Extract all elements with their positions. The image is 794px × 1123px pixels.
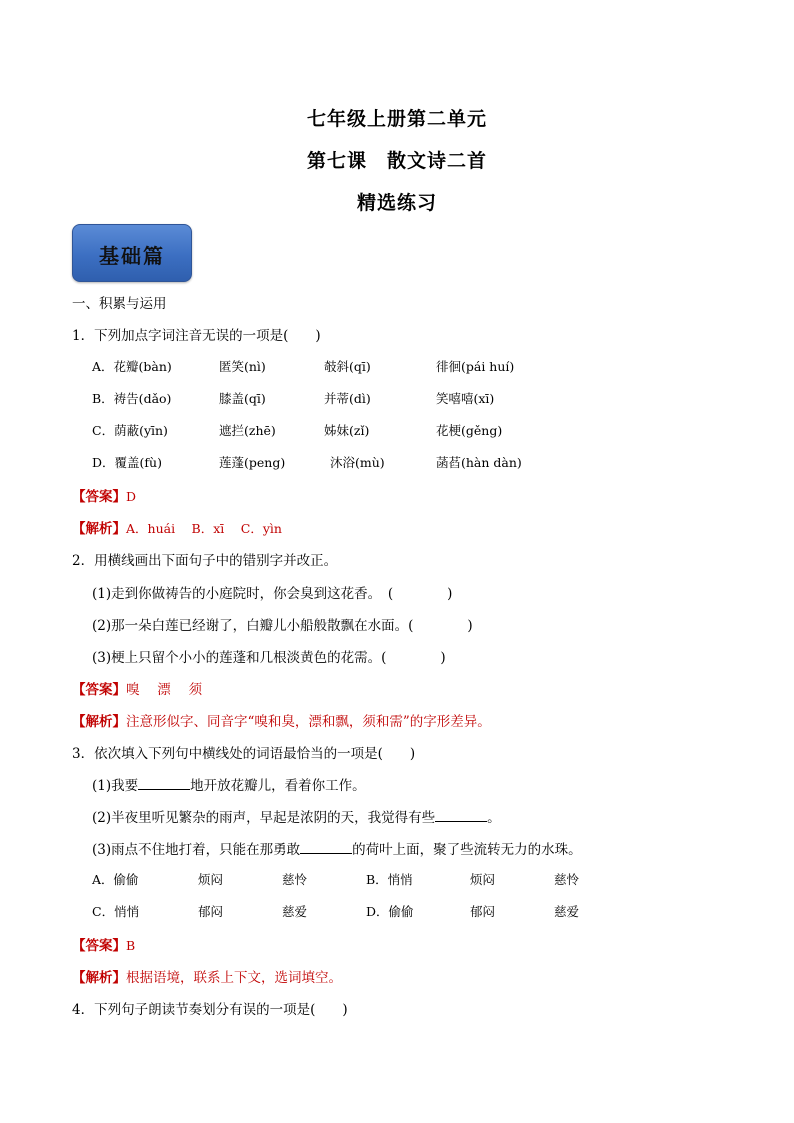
section-badge xyxy=(72,224,192,282)
q3-option: 烦闷 xyxy=(470,872,496,887)
q3-option: 烦闷 xyxy=(198,872,224,887)
lesson-title: 第七课 散文诗二首 xyxy=(306,150,487,172)
analysis-label: 【解析】 xyxy=(72,521,126,537)
q1-option: 徘徊(pái huí) xyxy=(436,359,515,374)
q2-item: (3)梗上只留个小小的莲蓬和几根淡黄色的花需。( ) xyxy=(92,650,446,666)
answer-label: 【答案】 xyxy=(72,682,126,698)
answer-label: 【答案】 xyxy=(72,489,126,505)
q3-option: 慈爱 xyxy=(554,904,580,919)
question-3-stem: 3．依次填入下列句中横线处的词语最恰当的一项是( ) xyxy=(72,746,416,762)
q3-option: 慈爱 xyxy=(282,904,308,919)
q1-option: 膝盖(qī) xyxy=(219,391,266,406)
q1-option: B．祷告(dǎo) xyxy=(92,391,172,406)
q1-option: D．覆盖(fù) xyxy=(92,455,162,470)
analysis-label: 【解析】 xyxy=(72,970,126,986)
sentence-text: 。 xyxy=(487,810,501,826)
q2-item: (2)那一朵白莲已经谢了，白瓣儿小船般散飘在水面。( ) xyxy=(92,618,473,634)
q1-option: 沐浴(mù) xyxy=(330,455,385,470)
analysis-label: 【解析】 xyxy=(72,714,126,730)
q3-sentence-1 xyxy=(92,774,366,794)
q3-answer xyxy=(72,934,135,954)
q2-item: (1)走到你做祷告的小庭院时，你会臭到这花香。 ( ) xyxy=(92,586,453,602)
q1-option: 花梗(gěng) xyxy=(436,423,503,438)
q2-answer xyxy=(72,678,202,698)
question-1-stem: 1．下列加点字词注音无误的一项是( ) xyxy=(72,328,321,344)
analysis-text: 根据语境，联系上下文，选词填空。 xyxy=(126,970,342,986)
badge-label: 基础篇 xyxy=(99,244,165,268)
section-heading: 一、积累与运用 xyxy=(72,296,167,312)
fill-blank xyxy=(138,777,190,790)
q1-option: 攲斜(qī) xyxy=(324,359,371,374)
document-title: 七年级上册第二单元 xyxy=(306,108,487,130)
q1-option: A．花瓣(bàn) xyxy=(92,359,172,374)
question-2-stem: 2．用横线画出下面句子中的错别字并改正。 xyxy=(72,553,338,569)
q1-option: 并蒂(dì) xyxy=(324,391,371,406)
sentence-text: 的荷叶上面，聚了些流转无力的水珠。 xyxy=(352,842,582,858)
sentence-text: 地开放花瓣儿，看着你工作。 xyxy=(190,778,366,794)
q3-option: 慈怜 xyxy=(282,872,308,887)
question-4-stem: 4．下列句子朗读节奏划分有误的一项是( ) xyxy=(72,1002,348,1018)
answer-label: 【答案】 xyxy=(72,938,126,954)
q3-option: 郁闷 xyxy=(470,904,496,919)
q2-analysis xyxy=(72,710,491,730)
q3-sentence-2 xyxy=(92,806,501,826)
q3-sentence-3 xyxy=(92,838,582,858)
answer-text: 嗅 漂 须 xyxy=(126,682,203,698)
sentence-text: (1)我要 xyxy=(92,778,139,794)
q3-option: D．偷偷 xyxy=(366,904,414,919)
sentence-text: (3)雨点不住地打着，只能在那勇敢 xyxy=(92,842,301,858)
q3-option: 郁闷 xyxy=(198,904,224,919)
q3-option: 慈怜 xyxy=(554,872,580,887)
q3-option: C．悄悄 xyxy=(92,904,140,919)
exercise-title: 精选练习 xyxy=(356,192,437,214)
analysis-text: 注意形似字、同音字“嗅和臭，漂和飘，须和需”的字形差异。 xyxy=(126,714,491,730)
fill-blank xyxy=(435,809,487,822)
analysis-text: A．huái B．xī C．yìn xyxy=(126,521,282,536)
fill-blank xyxy=(300,841,352,854)
answer-text: D xyxy=(126,489,137,504)
q1-option: 姊妹(zǐ) xyxy=(324,423,370,438)
q3-option: A．偷偷 xyxy=(92,872,139,887)
q1-option: 匿笑(nì) xyxy=(219,359,266,374)
q1-option: 莲蓬(peng) xyxy=(219,455,286,470)
q1-option: 笑嘻嘻(xī) xyxy=(436,391,495,406)
q3-option: B．悄悄 xyxy=(366,872,413,887)
sentence-text: (2)半夜里听见繁杂的雨声，早起是浓阴的天，我觉得有些 xyxy=(92,810,436,826)
q1-answer xyxy=(72,485,136,505)
q1-option: C．荫蔽(yīn) xyxy=(92,423,168,438)
q1-analysis xyxy=(72,517,282,537)
q3-analysis xyxy=(72,966,342,986)
answer-text: B xyxy=(126,938,136,953)
q1-option: 遮拦(zhē) xyxy=(219,423,276,438)
q1-option: 菡萏(hàn dàn) xyxy=(436,455,522,470)
